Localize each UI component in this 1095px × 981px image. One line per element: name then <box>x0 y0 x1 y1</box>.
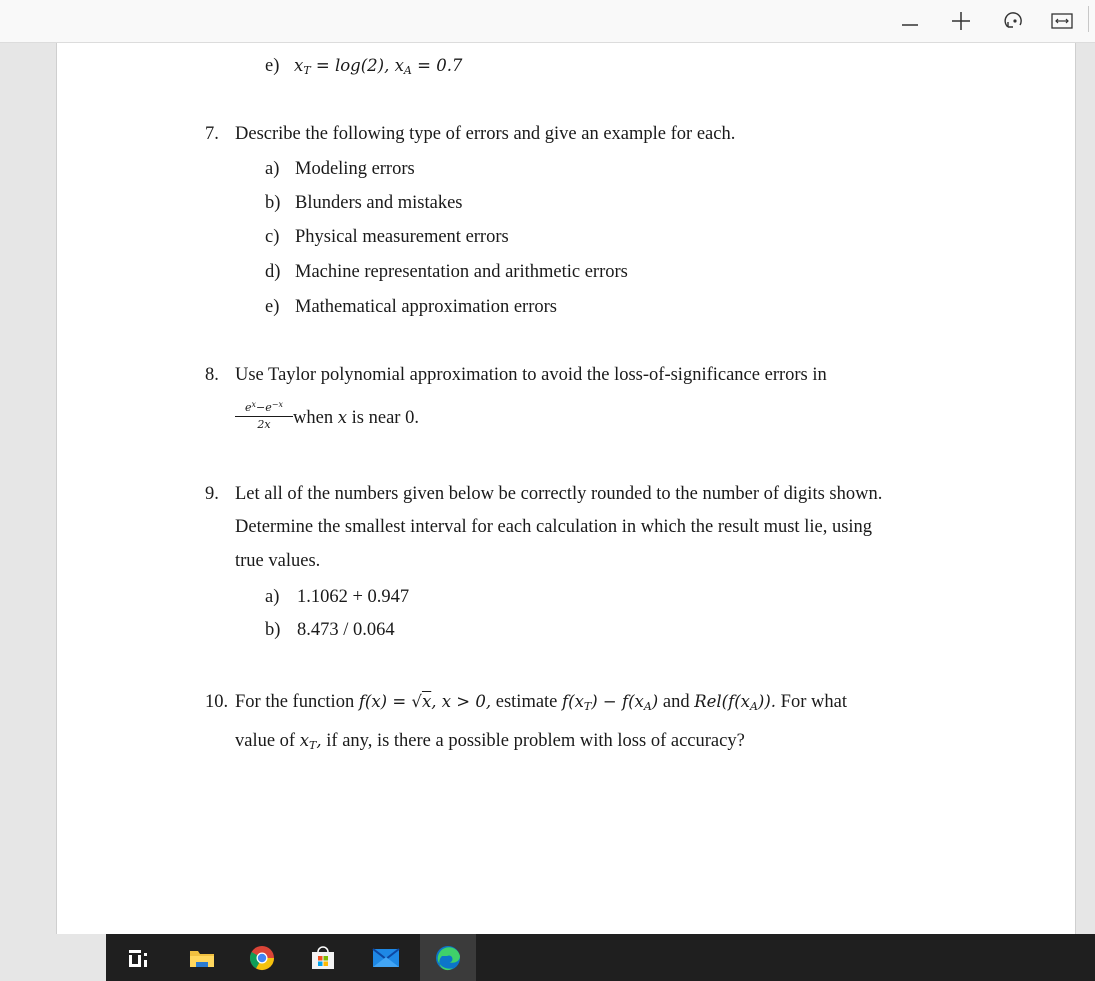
toolbar-separator <box>1088 6 1089 32</box>
q10-math-difference: $f(x_T) - f(x_A)$ <box>562 692 659 713</box>
store-icon <box>309 944 337 972</box>
prev-item-expr: $x_T = \log(2)$, $x_A = 0.7$ <box>294 56 463 77</box>
task-view-icon <box>127 947 149 969</box>
q7-item-b: Blunders and mistakes <box>295 193 463 213</box>
fit-width-icon <box>1050 9 1074 33</box>
edge-button[interactable] <box>420 934 476 981</box>
q7-item-a-label: a) <box>265 159 280 179</box>
q9-line2: Determine the smallest interval for each calculation in which the result must lie, using <box>235 517 873 537</box>
q7-item-d: Machine representation and arithmetic errors <box>295 262 628 282</box>
fit-width-button[interactable] <box>1045 4 1079 38</box>
q9-line3: true values. <box>235 551 321 571</box>
taskbar <box>0 934 1095 981</box>
q7-text: Describe the following type of errors and give an example for each. <box>235 124 736 144</box>
zoom-in-button[interactable] <box>944 4 978 38</box>
prev-item <box>265 54 462 83</box>
minus-icon <box>900 11 920 31</box>
edge-icon <box>433 943 463 973</box>
q10-line2-a: value of <box>235 731 296 751</box>
prev-item-label: e) <box>265 56 280 76</box>
q10-line2 <box>235 729 745 758</box>
file-explorer-icon <box>188 946 216 970</box>
q10-line1-d: For what <box>780 692 847 712</box>
viewer-toolbar <box>0 0 1095 43</box>
q10-math-function: f(x) = √x, x > 0, <box>358 692 492 711</box>
q7-item-c: Physical measurement errors <box>295 227 509 247</box>
q10-math-rel: $Rel(f(x_A))$. <box>694 692 777 713</box>
rotate-icon <box>1002 9 1026 33</box>
q7-item-e-label: e) <box>265 297 280 317</box>
q7-item-c-label: c) <box>265 227 280 247</box>
q7-item-e: Mathematical approximation errors <box>295 297 557 317</box>
q8-number: 8. <box>205 365 219 385</box>
q9-number: 9. <box>205 484 219 504</box>
q8-fraction-numerator: $e^x-e^{-x}$ <box>235 398 293 417</box>
task-view-button[interactable] <box>110 934 166 981</box>
q10-number: 10. <box>205 692 229 712</box>
q7-item-d-label: d) <box>265 262 281 282</box>
mail-button[interactable] <box>358 934 414 981</box>
zoom-out-button[interactable] <box>893 4 927 38</box>
plus-icon <box>950 10 972 32</box>
q9-item-a: 1.1062 + 0.947 <box>297 587 410 607</box>
q8-fraction-denominator: 2x <box>257 418 271 431</box>
q9-item-b: 8.473 / 0.064 <box>297 620 395 640</box>
document-page[interactable] <box>56 43 1076 934</box>
q9-line1: Let all of the numbers given below be correctly rounded to the number of digits shown. <box>235 484 883 504</box>
q8-after-fraction: when x is near 0. <box>293 408 419 428</box>
q7-item-a: Modeling errors <box>295 159 415 179</box>
q8-text: Use Taylor polynomial approximation to avoid the loss-of-significance errors in <box>235 365 827 385</box>
q8-fraction <box>235 398 293 433</box>
q10-line1-c: and <box>662 692 690 712</box>
q10-line1-a: For the function <box>235 692 355 712</box>
taskbar-left-gap <box>0 934 106 981</box>
q10-math-xt: $x_T$, <box>299 731 322 752</box>
q10-line2-b: if any, is there a possible problem with loss of accuracy? <box>326 731 745 751</box>
file-explorer-button[interactable] <box>174 934 230 981</box>
q10-line1 <box>235 690 847 719</box>
mail-icon <box>371 946 401 970</box>
store-button[interactable] <box>295 934 351 981</box>
rotate-button[interactable] <box>997 4 1031 38</box>
q7-number: 7. <box>205 124 219 144</box>
chrome-icon <box>248 944 276 972</box>
q7-item-b-label: b) <box>265 193 281 213</box>
q9-item-b-label: b) <box>265 620 281 640</box>
q10-line1-b: estimate <box>495 692 558 712</box>
chrome-button[interactable] <box>234 934 290 981</box>
q9-item-a-label: a) <box>265 587 280 607</box>
